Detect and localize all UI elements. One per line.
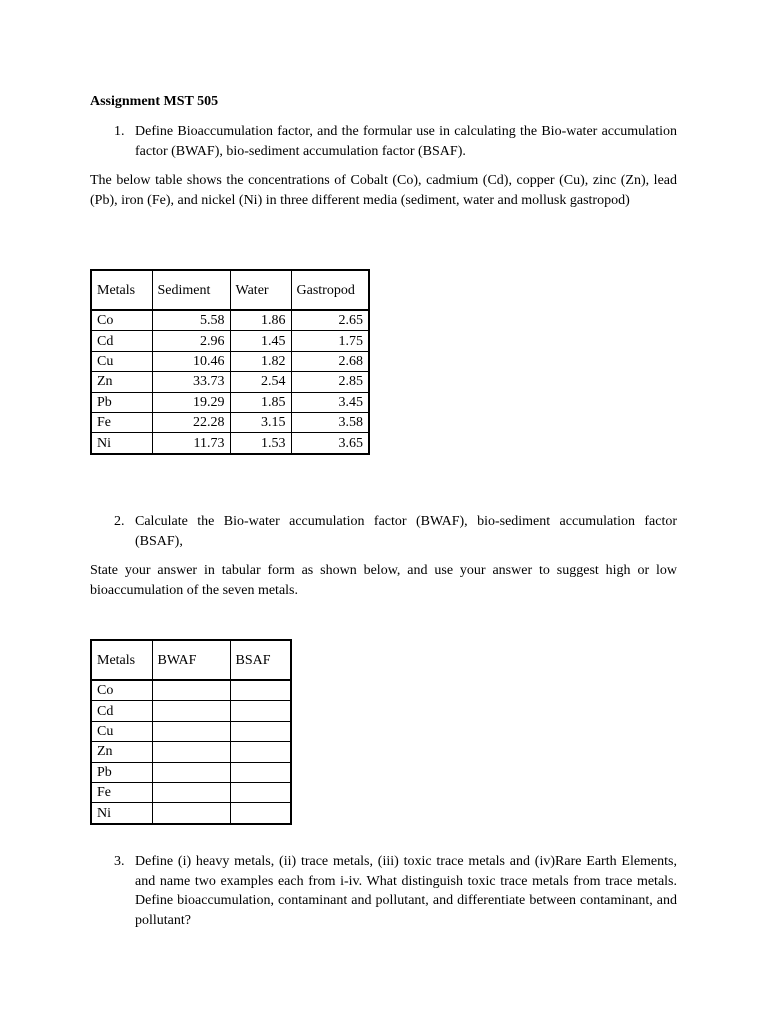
value-cell: 1.86 [230, 310, 291, 331]
metal-cell: Ni [91, 433, 152, 454]
metal-cell[interactable]: Cu [91, 721, 152, 741]
value-cell[interactable] [230, 803, 291, 824]
value-cell: 11.73 [152, 433, 230, 454]
table-row [91, 412, 369, 432]
table-row [91, 392, 369, 412]
value-cell: 33.73 [152, 372, 230, 392]
concentration-table [90, 269, 370, 455]
instruction-paragraph: State your answer in tabular form as shown below, and use your answer to suggest high or low bioaccumulation of the seven metals. [90, 563, 677, 598]
metal-cell[interactable]: Co [91, 680, 152, 701]
column-header: Gastropod [291, 270, 369, 310]
table-row [91, 680, 291, 701]
value-cell: 3.65 [291, 433, 369, 454]
value-cell: 5.58 [152, 310, 230, 331]
table-row [91, 331, 369, 351]
table-row [91, 782, 291, 802]
question-text: Define Bioaccumulation factor, and the formular use in calculating the Bio-water accumulation factor (BWAF), bio-sediment accumulation factor (BSAF). [135, 124, 677, 159]
table-row [91, 433, 369, 454]
metal-cell: Cd [91, 331, 152, 351]
value-cell: 22.28 [152, 412, 230, 432]
value-cell[interactable] [152, 782, 230, 802]
metal-cell: Co [91, 310, 152, 331]
value-cell: 2.85 [291, 372, 369, 392]
metal-cell[interactable]: Pb [91, 762, 152, 782]
question-number: 2. [114, 514, 125, 529]
table-row [91, 742, 291, 762]
value-cell[interactable] [152, 762, 230, 782]
question-1 [114, 122, 677, 161]
metal-cell: Pb [91, 392, 152, 412]
value-cell[interactable] [152, 701, 230, 721]
value-cell[interactable] [230, 762, 291, 782]
value-cell[interactable] [230, 782, 291, 802]
column-header: Water [230, 270, 291, 310]
value-cell[interactable] [152, 721, 230, 741]
value-cell: 1.82 [230, 351, 291, 371]
column-header: BSAF [230, 640, 291, 680]
question-text: Calculate the Bio-water accumulation factor (BWAF), bio-sediment accumulation factor (BSAF), [135, 514, 677, 549]
value-cell[interactable] [152, 803, 230, 824]
value-cell: 1.75 [291, 331, 369, 351]
table-header-row [91, 270, 369, 310]
value-cell[interactable] [230, 680, 291, 701]
value-cell[interactable] [230, 721, 291, 741]
value-cell: 1.45 [230, 331, 291, 351]
value-cell: 3.15 [230, 412, 291, 432]
table-row [91, 803, 291, 824]
table-row [91, 721, 291, 741]
value-cell[interactable] [230, 742, 291, 762]
value-cell: 3.58 [291, 412, 369, 432]
metal-cell[interactable]: Fe [91, 782, 152, 802]
value-cell: 2.68 [291, 351, 369, 371]
question-text: Define (i) heavy metals, (ii) trace metals, (iii) toxic trace metals and (iv)Rare Earth Elements, and name two examples each from i-iv. What distinguish toxic trace metals from trace metals. Define bioaccumulation, contaminant and pollutant, and differentiate between contaminant, and pollutant? [135, 854, 677, 928]
column-header: Metals [91, 270, 152, 310]
value-cell: 19.29 [152, 392, 230, 412]
metal-cell: Fe [91, 412, 152, 432]
table-row [91, 310, 369, 331]
table-row [91, 762, 291, 782]
value-cell: 10.46 [152, 351, 230, 371]
column-header: Sediment [152, 270, 230, 310]
value-cell: 2.96 [152, 331, 230, 351]
question-3 [114, 852, 677, 930]
value-cell: 2.65 [291, 310, 369, 331]
question-number: 1. [114, 124, 125, 139]
metal-cell[interactable]: Ni [91, 803, 152, 824]
value-cell: 3.45 [291, 392, 369, 412]
page-title: Assignment MST 505 [90, 94, 219, 109]
question-number: 3. [114, 854, 125, 869]
table-row [91, 372, 369, 392]
value-cell: 1.53 [230, 433, 291, 454]
value-cell[interactable] [230, 701, 291, 721]
value-cell[interactable] [152, 680, 230, 701]
metal-cell[interactable]: Cd [91, 701, 152, 721]
table-header-row [91, 640, 291, 680]
value-cell: 2.54 [230, 372, 291, 392]
column-header: Metals [91, 640, 152, 680]
value-cell: 1.85 [230, 392, 291, 412]
question-2 [114, 512, 677, 551]
metal-cell: Cu [91, 351, 152, 371]
intro-paragraph: The below table shows the concentrations of Cobalt (Co), cadmium (Cd), copper (Cu), zinc (Zn), lead (Pb), iron (Fe), and nickel (Ni) in three different media (sediment, water and mollusk gastropod) [90, 173, 677, 208]
value-cell[interactable] [152, 742, 230, 762]
table-row [91, 351, 369, 371]
table-row [91, 701, 291, 721]
metal-cell[interactable]: Zn [91, 742, 152, 762]
metal-cell: Zn [91, 372, 152, 392]
answer-table [90, 639, 292, 825]
column-header: BWAF [152, 640, 230, 680]
